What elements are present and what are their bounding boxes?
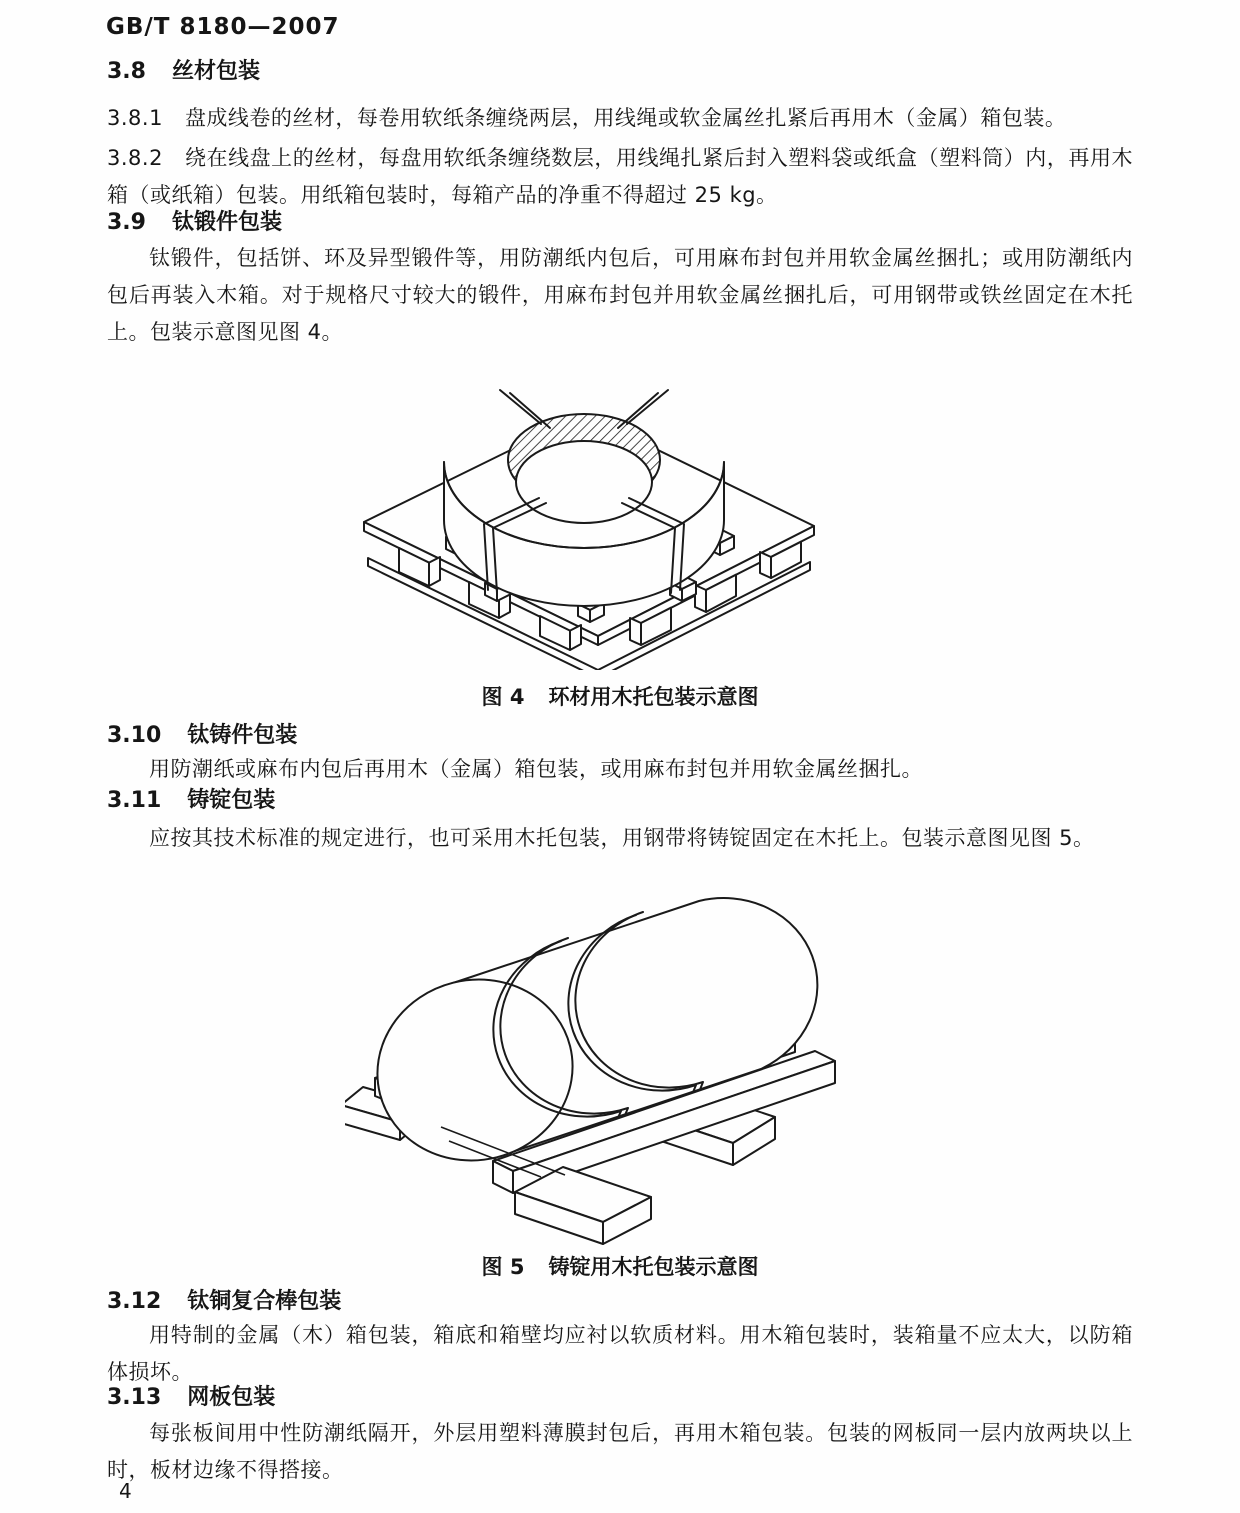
ingot-on-skids-drawing: [345, 895, 845, 1247]
figure-4-caption: [107, 683, 1133, 711]
section-number: 3.9: [107, 210, 146, 235]
figure-label: 图 4: [481, 685, 525, 709]
section-title: 网板包装: [187, 1385, 276, 1410]
section-number: 3.11: [107, 788, 162, 813]
section-heading-3-10: [107, 722, 1133, 750]
clause-text: 绕在线盘上的丝材，每盘用软纸条缠绕数层，用线绳扎紧后封入塑料袋或纸盒（塑料筒）内，再用木箱（或纸箱）包装。用纸箱包装时，每箱产品的净重不得超过 25 kg。: [107, 146, 1133, 207]
figure-5-illustration: [345, 895, 845, 1251]
section-heading-3-12: [107, 1288, 1133, 1316]
figure-label: 图 5: [481, 1255, 525, 1279]
clause-text: 盘成线卷的丝材，每卷用软纸条缠绕两层，用线绳或软金属丝扎紧后再用木（金属）箱包装。: [184, 106, 1067, 130]
paragraph-3-13: [107, 1415, 1133, 1489]
paragraph-3-11: [107, 820, 1133, 857]
paragraph-3-8-1: [107, 100, 1133, 137]
figure-title: 铸锭用木托包装示意图: [548, 1255, 759, 1279]
page-number: 4: [119, 1479, 132, 1503]
paragraph-3-8-2: [107, 140, 1133, 214]
clause-text: 每张板间用中性防潮纸隔开，外层用塑料薄膜封包后，再用木箱包装。包装的网板同一层内放两块以上时，板材边缘不得搭接。: [107, 1421, 1133, 1482]
paragraph-3-9: [107, 240, 1133, 351]
section-number: 3.8: [107, 59, 146, 84]
section-title: 铸锭包装: [187, 788, 276, 813]
clause-text: 钛锻件，包括饼、环及异型锻件等，用防潮纸内包后，可用麻布封包并用软金属丝捆扎；或用防潮纸内包后再装入木箱。对于规格尺寸较大的锻件，用麻布封包并用软金属丝捆扎后，可用钢带或铁丝固定在木托上。包装示意图见图 4。: [107, 246, 1133, 344]
clause-text: 应按其技术标准的规定进行，也可采用木托包装，用钢带将铸锭固定在木托上。包装示意图见图 5。: [149, 826, 1095, 850]
figure-title: 环材用木托包装示意图: [548, 685, 759, 709]
section-heading-3-8: [107, 58, 1133, 86]
figure-5-caption: [107, 1253, 1133, 1281]
ring-on-pallet-drawing: [352, 352, 842, 670]
section-number: 3.10: [107, 723, 162, 748]
clause-number: 3.8.2: [107, 146, 163, 170]
section-title: 钛锻件包装: [171, 210, 282, 235]
paragraph-3-12: [107, 1317, 1133, 1391]
figure-4-illustration: [352, 352, 842, 674]
section-title: 丝材包装: [171, 59, 260, 84]
section-number: 3.13: [107, 1385, 162, 1410]
section-title: 钛铸件包装: [187, 723, 298, 748]
clause-text: 用防潮纸或麻布内包后再用木（金属）箱包装，或用麻布封包并用软金属丝捆扎。: [149, 757, 923, 781]
paragraph-3-10: [107, 751, 1133, 788]
clause-number: 3.8.1: [107, 106, 163, 130]
standard-number-header: GB/T 8180—2007: [106, 14, 340, 40]
section-heading-3-9: [107, 209, 1133, 237]
section-heading-3-13: [107, 1384, 1133, 1412]
section-title: 钛铜复合棒包装: [187, 1289, 342, 1314]
clause-text: 用特制的金属（木）箱包装，箱底和箱壁均应衬以软质材料。用木箱包装时，装箱量不应太大，以防箱体损坏。: [107, 1323, 1133, 1384]
section-number: 3.12: [107, 1289, 162, 1314]
section-heading-3-11: [107, 787, 1133, 815]
